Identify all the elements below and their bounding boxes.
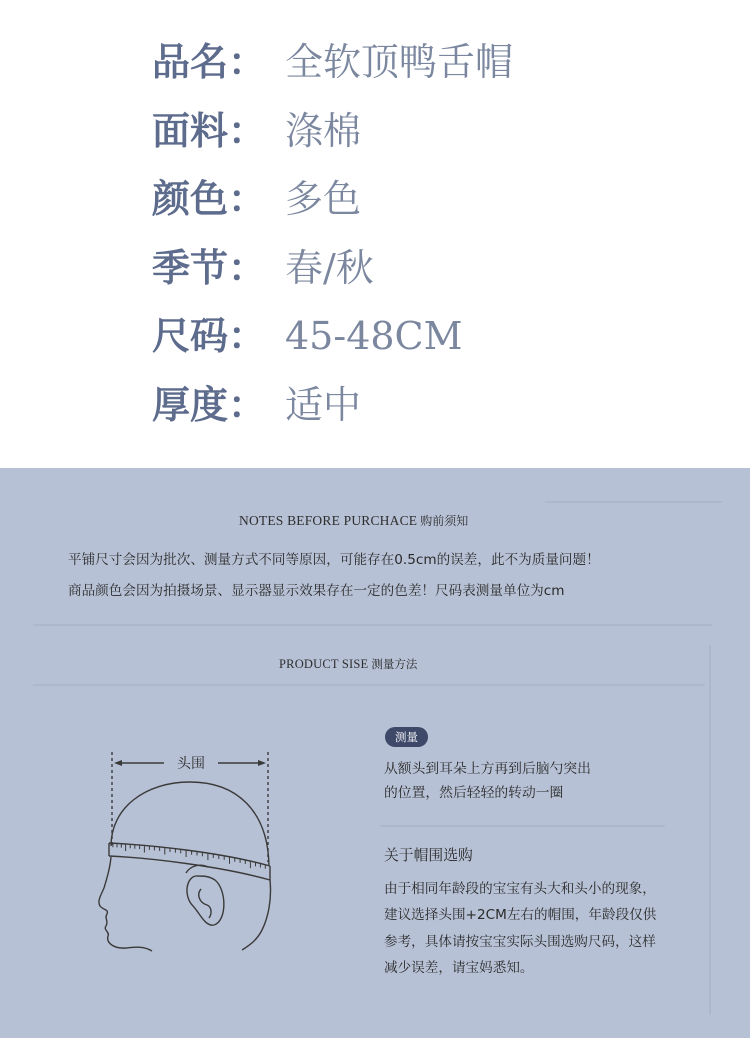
spec-row-thickness (0, 371, 750, 440)
hat-size-paragraph (384, 876, 656, 981)
hat-size-line: 减少误差，请宝妈悉知。 (384, 959, 534, 976)
spec-row-material (0, 97, 750, 166)
spec-label: 尺码： (152, 313, 267, 359)
notes-title (239, 512, 468, 529)
product-size-title (279, 655, 417, 672)
hat-size-line: 建议选择头围+2CM左右的帽围，年龄段仅供 (384, 907, 657, 924)
spec-value: 适中 (285, 382, 362, 427)
hat-size-line: 由于相同年龄段的宝宝有头大和头小的现象， (384, 881, 656, 897)
spec-value: 多色 (285, 177, 362, 222)
measure-badge: 测量 (385, 727, 428, 747)
note-line: 商品颜色会因为拍摄场景、显示器显示效果存在一定的色差！尺码表测量单位为cm (68, 583, 565, 599)
hat-size-heading: 关于帽围选购 (384, 847, 473, 864)
spec-list (0, 28, 750, 440)
spec-row-name (0, 28, 750, 97)
spec-value: 涤棉 (285, 108, 362, 153)
product-size-title-en: PRODUCT SISE (279, 657, 369, 671)
spec-row-size (0, 302, 750, 371)
measure-line: 的位置，然后轻轻的转动一圈 (384, 785, 564, 801)
spec-value: 45-48CM (285, 314, 463, 359)
spec-row-color (0, 165, 750, 234)
spec-label: 面料： (152, 107, 267, 153)
spec-label: 季节： (152, 244, 267, 290)
spec-row-season (0, 234, 750, 303)
spec-value: 全软顶鸭舌帽 (285, 40, 514, 84)
notes-panel (0, 468, 750, 1038)
spec-label: 厚度： (152, 381, 267, 427)
note-line: 平铺尺寸会因为批次、测量方式不同等原因，可能存在0.5cm的误差，此不为质量问题！ (68, 552, 600, 568)
head-circumference-label: 头围 (177, 756, 205, 772)
spec-label: 颜色： (152, 176, 267, 222)
product-size-title-cn: 测量方法 (371, 657, 418, 671)
notes-title-en: NOTES BEFORE PURCHACE (239, 513, 418, 528)
notes-title-cn: 购前须知 (420, 514, 469, 528)
measure-line: 从额头到耳朵上方再到后脑勺突出 (384, 761, 591, 777)
hat-size-line: 参考，具体请按宝宝实际头围选购尺码，这样 (384, 933, 656, 950)
spec-value: 春/秋 (285, 245, 374, 290)
spec-label: 品名： (152, 39, 267, 84)
measure-instructions (384, 757, 591, 805)
